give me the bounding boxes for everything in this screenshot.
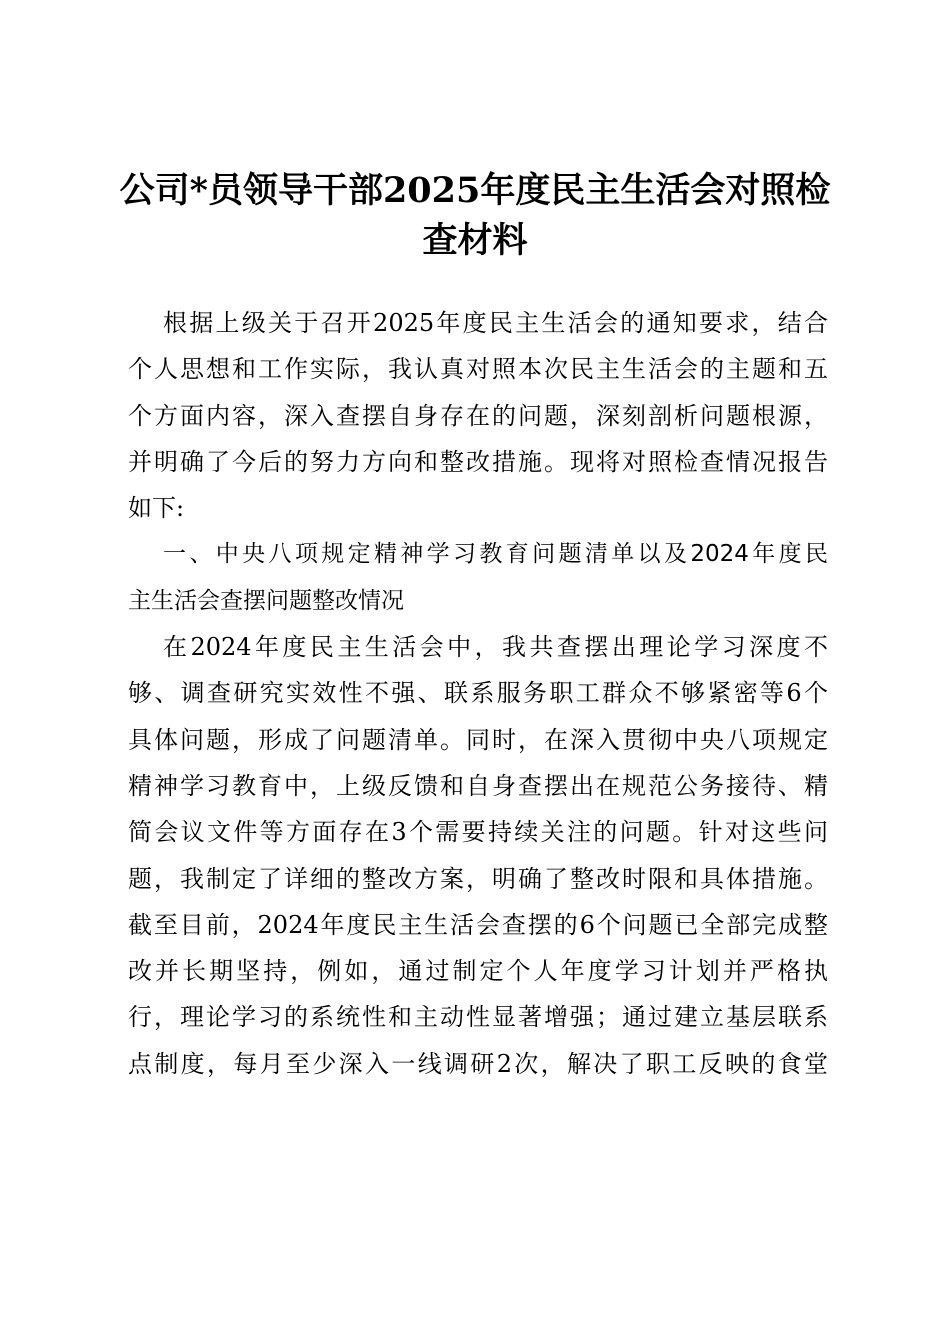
title-line: 公司*员领导干部2025年度民主生活会对照检 — [119, 170, 831, 211]
document-title — [100, 166, 850, 266]
section-body-line: 点制度，每月至少深入一线调研2次，解决了职工反映的食堂 — [128, 1049, 828, 1078]
section-heading-line: 一、中央八项规定精神学习教育问题清单以及2024年度民 — [163, 541, 828, 568]
section-body-line: 截至目前，2024年度民主生活会查摆的6个问题已全部完成整 — [128, 910, 828, 939]
section-body-line: 简会议文件等方面存在3个需要持续关注的问题。针对这些问 — [128, 818, 828, 847]
section-body-line: 改并长期坚持，例如，通过制定个人年度学习计划并严格执 — [128, 957, 828, 986]
intro-paragraph-line: 个方面内容，深入查摆自身存在的问题，深刻剖析问题根源， — [128, 401, 828, 430]
title-line: 查材料 — [422, 220, 528, 261]
section-body-line: 行，理论学习的系统性和主动性显著增强；通过建立基层联系 — [128, 1003, 828, 1032]
intro-paragraph-line: 个人思想和工作实际，我认真对照本次民主生活会的主题和五 — [128, 355, 828, 384]
intro-paragraph-line: 并明确了今后的努力方向和整改措施。现将对照检查情况报告 — [128, 447, 828, 476]
section-body-line: 够、调查研究实效性不强、联系服务职工群众不够紧密等6个 — [128, 679, 828, 708]
intro-paragraph-line: 如下: — [128, 494, 185, 523]
document-body — [128, 300, 828, 1087]
section-body-line: 在2024年度民主生活会中，我共查摆出理论学习深度不 — [163, 633, 828, 662]
intro-paragraph-line: 根据上级关于召开2025年度民主生活会的通知要求，结合 — [163, 309, 828, 337]
section-body-line: 题，我制定了详细的整改方案，明确了整改时限和具体措施。 — [128, 864, 828, 893]
section-heading-line: 主生活会查摆问题整改情况 — [128, 587, 404, 614]
section-body-line: 精神学习教育中，上级反馈和自身查摆出在规范公务接待、精 — [128, 771, 828, 800]
section-body-line: 具体问题，形成了问题清单。同时，在深入贯彻中央八项规定 — [128, 725, 828, 754]
